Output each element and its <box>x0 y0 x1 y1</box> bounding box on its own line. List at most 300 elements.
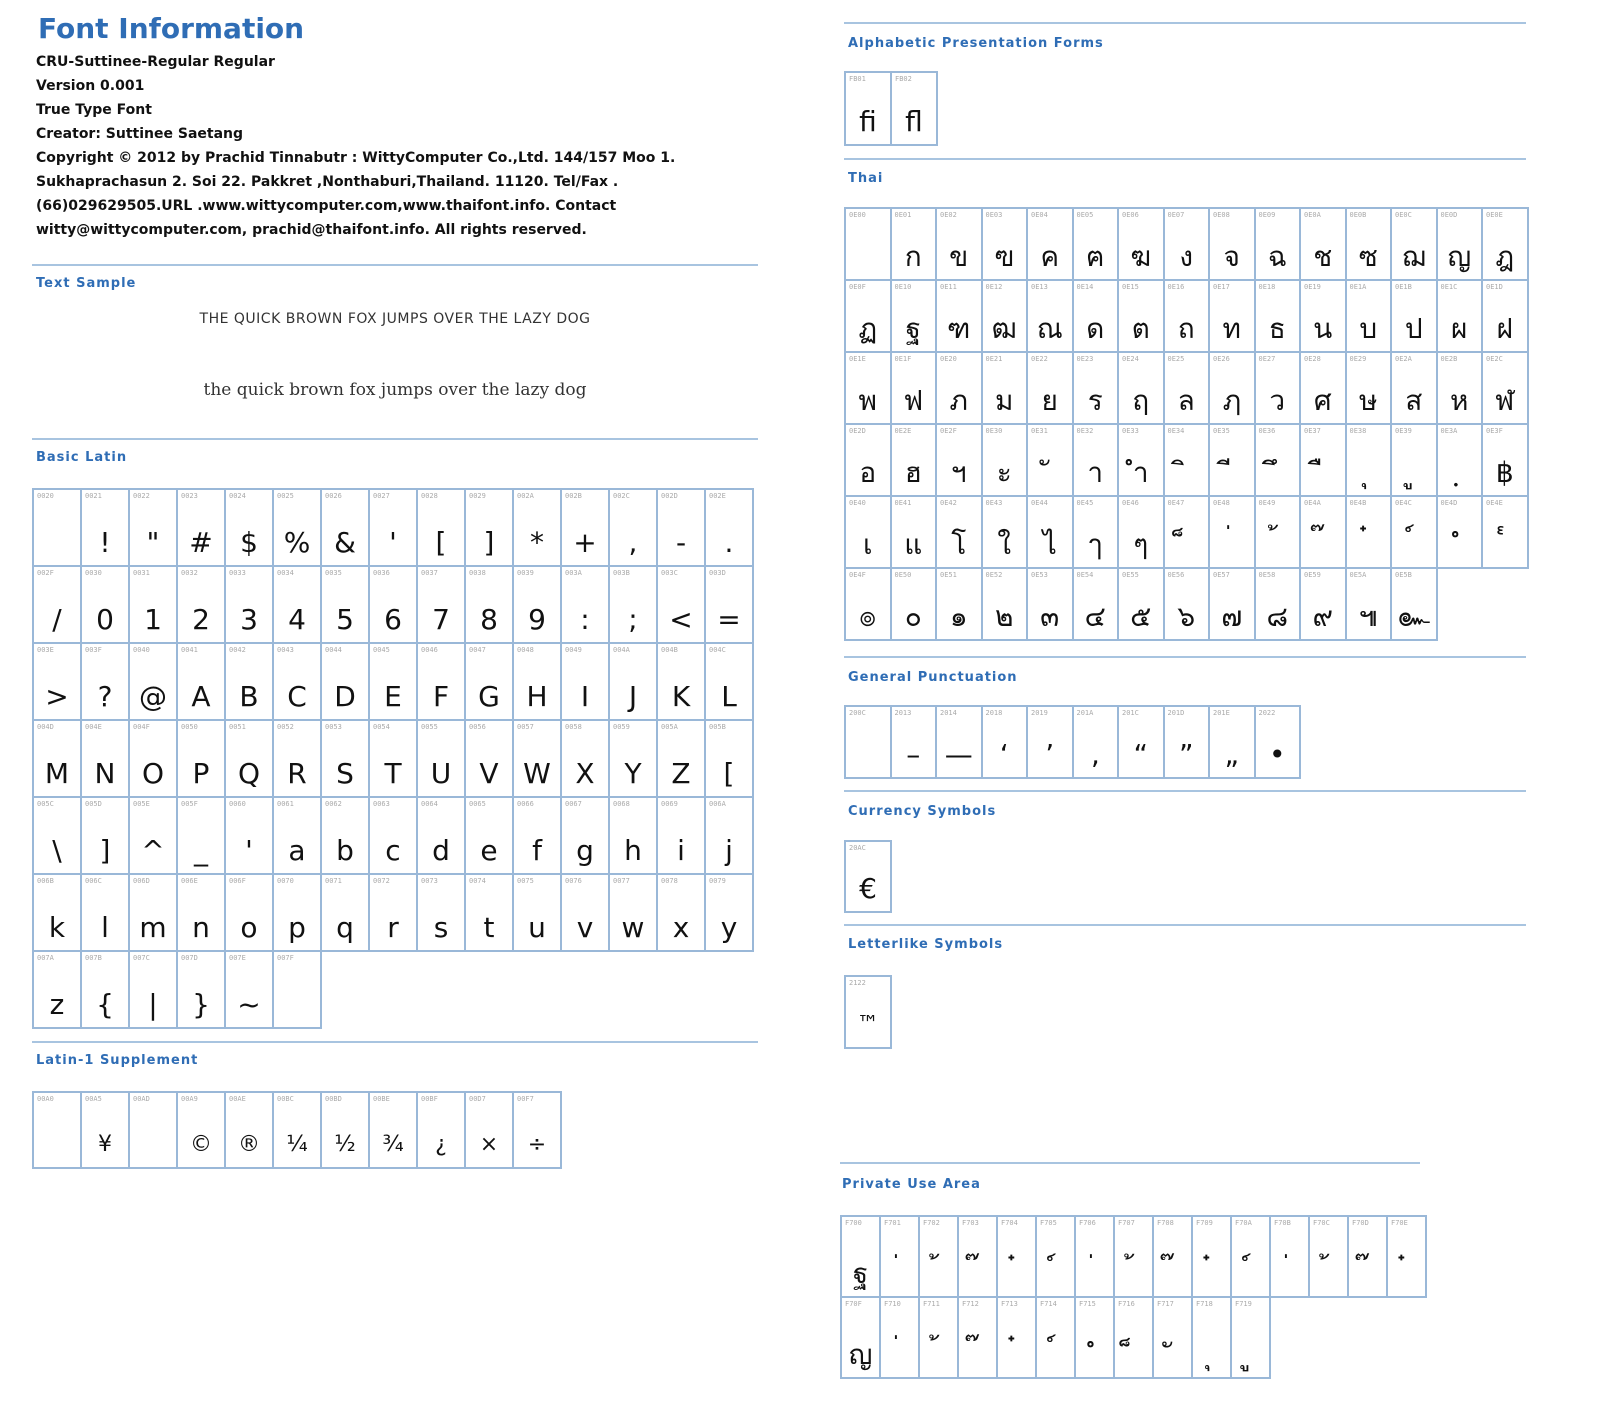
glyph-code: 0044 <box>325 646 342 654</box>
glyph-cell <box>34 644 82 721</box>
glyph-char: r <box>387 911 399 944</box>
glyph-char: I <box>580 680 590 713</box>
glyph-code: 0E59 <box>1304 571 1321 579</box>
glyph-char: ๕ <box>1130 600 1152 633</box>
glyph-char: ‘ <box>999 738 1009 771</box>
glyph-char: ญ <box>848 1338 873 1371</box>
glyph-cell <box>1347 497 1393 569</box>
glyph-char: c <box>385 834 401 867</box>
glyph-cell <box>562 798 610 875</box>
glyph-code: 0E58 <box>1258 571 1276 579</box>
glyph-char: ล <box>1177 384 1195 417</box>
glyph-code: 003E <box>37 646 54 654</box>
glyph-char: ฑ <box>947 312 971 345</box>
glyph-code: 0E36 <box>1258 427 1276 435</box>
glyph-char: ” <box>1178 738 1194 771</box>
glyph-char: ๆ <box>1133 528 1149 561</box>
glyph-char: ๚ <box>1358 600 1378 633</box>
glyph-code: 0073 <box>421 877 438 885</box>
glyph-char: ' <box>245 834 253 867</box>
glyph-char: q <box>336 911 354 944</box>
glyph-code: 2014 <box>940 709 957 717</box>
glyph-char <box>1115 1339 1152 1371</box>
glyph-cell <box>466 875 514 952</box>
section-title-alpha-pres: Alphabetic Presentation Forms <box>848 36 1104 51</box>
glyph-code: 0E1F <box>894 355 912 363</box>
glyph-cell <box>178 644 226 721</box>
glyph-cell <box>983 707 1029 779</box>
glyph-code: 0066 <box>517 800 534 808</box>
glyph-cell <box>82 952 130 1029</box>
glyph-cell <box>1392 353 1438 425</box>
glyph-code: 0038 <box>469 569 486 577</box>
glyph-char: ฦ <box>1222 384 1241 417</box>
glyph-code: 0037 <box>421 569 438 577</box>
glyph-char: A <box>191 680 211 713</box>
glyph-code: 0E4E <box>1486 499 1503 507</box>
glyph-cell <box>1256 569 1302 641</box>
glyph-cell <box>370 721 418 798</box>
glyph-cell <box>658 644 706 721</box>
glyph-code: 0032 <box>181 569 198 577</box>
glyph-char: ๓ <box>1040 600 1060 633</box>
glyph-code: 0E4B <box>1349 499 1367 507</box>
glyph-cell <box>130 1093 178 1169</box>
glyph-cell <box>322 798 370 875</box>
glyph-code: 007C <box>133 954 150 962</box>
glyph-char: 1 <box>144 603 162 636</box>
glyph-cell <box>1301 281 1347 353</box>
glyph-char: ‚ <box>1090 738 1100 771</box>
glyph-char: S <box>336 757 354 790</box>
glyph-code: 007A <box>37 954 54 962</box>
glyph-code: 00A5 <box>85 1095 102 1103</box>
glyph-cell <box>514 490 562 567</box>
glyph-cell <box>1115 1217 1154 1298</box>
glyph-char: , <box>628 526 638 559</box>
glyph-code: 0E16 <box>1167 283 1185 291</box>
glyph-cell <box>1256 353 1302 425</box>
glyph-char: ข <box>949 240 969 273</box>
glyph-code: 0E1B <box>1395 283 1412 291</box>
glyph-char: แ <box>904 528 923 561</box>
glyph-char: B <box>239 680 259 713</box>
glyph-char: บ <box>1359 312 1378 345</box>
glyph-code: F70D <box>1352 1219 1369 1227</box>
glyph-char: H <box>526 680 548 713</box>
glyph-char: Q <box>237 757 261 790</box>
glyph-code: 200C <box>849 709 866 717</box>
glyph-char: } <box>192 988 210 1021</box>
glyph-char: า <box>1087 456 1104 489</box>
glyph-char: k <box>48 911 66 944</box>
glyph-code: 0046 <box>421 646 438 654</box>
glyph-cell <box>881 1298 920 1379</box>
glyph-cell <box>1119 497 1165 569</box>
glyph-cell <box>466 567 514 644</box>
glyph-cell <box>322 644 370 721</box>
glyph-code: 0026 <box>325 492 342 500</box>
glyph-code: 0070 <box>277 877 294 885</box>
font-info <box>36 50 756 242</box>
glyph-cell <box>983 281 1029 353</box>
glyph-code: 0E06 <box>1122 211 1139 219</box>
glyph-char: ๖ <box>1177 600 1196 633</box>
glyph-code: 0E0A <box>1304 211 1321 219</box>
glyph-char: ฐ <box>905 312 921 345</box>
glyph-cell <box>514 644 562 721</box>
glyph-code: 006B <box>37 877 54 885</box>
glyph-code: 00BE <box>373 1095 390 1103</box>
glyph-code: 007F <box>277 954 294 962</box>
glyph-code: 0074 <box>469 877 486 885</box>
glyph-code: 0E45 <box>1076 499 1094 507</box>
glyph-cell <box>846 497 892 569</box>
glyph-char <box>1392 457 1436 489</box>
glyph-char: M <box>44 757 70 790</box>
glyph-char: ๗ <box>1221 600 1243 633</box>
glyph-cell <box>1438 209 1484 281</box>
glyph-cell <box>1074 281 1120 353</box>
glyph-code: 0E3F <box>1486 427 1503 435</box>
glyph-code: 0058 <box>565 723 582 731</box>
glyph-code: 0E52 <box>985 571 1003 579</box>
glyph-code: 0043 <box>277 646 294 654</box>
glyph-cell <box>226 567 274 644</box>
glyph-code: 0E54 <box>1076 571 1094 579</box>
glyph-code: F716 <box>1118 1300 1135 1308</box>
glyph-char <box>1388 1258 1425 1290</box>
glyph-cell <box>466 1093 514 1169</box>
glyph-cell <box>274 952 322 1029</box>
glyph-char: : <box>580 603 590 636</box>
glyph-char: ๔ <box>1084 600 1106 633</box>
glyph-cell <box>34 567 82 644</box>
glyph-cell <box>562 721 610 798</box>
glyph-code: 0E14 <box>1076 283 1094 291</box>
glyph-code: 201A <box>1076 709 1094 717</box>
glyph-char: J <box>628 680 638 713</box>
glyph-code: 0040 <box>133 646 150 654</box>
glyph-code: 007D <box>181 954 198 962</box>
glyph-cell <box>1119 707 1165 779</box>
glyph-char: 9 <box>528 603 546 636</box>
glyph-char: v <box>576 911 594 944</box>
glyph-char: ฅ <box>1085 240 1105 273</box>
glyph-code: 0E46 <box>1122 499 1139 507</box>
glyph-code: 0E5A <box>1349 571 1367 579</box>
glyph-code: 0062 <box>325 800 342 808</box>
glyph-cell <box>920 1217 959 1298</box>
glyph-char: ค <box>1040 240 1060 273</box>
glyph-code: 0E32 <box>1076 427 1094 435</box>
glyph-char: F <box>432 680 450 713</box>
glyph-code: F70E <box>1391 1219 1408 1227</box>
glyph-char: . <box>724 526 734 559</box>
glyph-code: 0047 <box>469 646 486 654</box>
glyph-char <box>1028 457 1072 489</box>
glyph-cell <box>82 875 130 952</box>
glyph-cell <box>1165 497 1211 569</box>
glyph-code: 0E38 <box>1349 427 1367 435</box>
glyph-cell <box>1256 281 1302 353</box>
glyph-code: 0E44 <box>1031 499 1048 507</box>
glyph-char: T <box>384 757 402 790</box>
glyph-code: F706 <box>1079 1219 1096 1227</box>
glyph-cell <box>937 497 983 569</box>
glyph-cell <box>1074 209 1120 281</box>
glyph-cell <box>130 567 178 644</box>
glyph-code: F705 <box>1040 1219 1057 1227</box>
glyph-cell <box>610 875 658 952</box>
glyph-char: s <box>433 911 449 944</box>
glyph-code: F704 <box>1001 1219 1018 1227</box>
glyph-char: ฬ <box>1495 384 1515 417</box>
glyph-code: 006E <box>181 877 198 885</box>
glyph-char <box>1165 457 1209 489</box>
glyph-cell <box>983 497 1029 569</box>
glyph-cell <box>1165 281 1211 353</box>
glyph-cell <box>1438 353 1484 425</box>
glyph-code: 0E23 <box>1076 355 1094 363</box>
glyph-cell <box>846 425 892 497</box>
glyph-cell <box>881 1217 920 1298</box>
glyph-char: t <box>483 911 495 944</box>
currency-grid <box>844 840 892 913</box>
glyph-char: u <box>528 911 546 944</box>
glyph-code: 0E28 <box>1304 355 1321 363</box>
glyph-code: 0E0B <box>1349 211 1367 219</box>
glyph-cell <box>706 875 754 952</box>
glyph-char: ช <box>1313 240 1333 273</box>
glyph-code: 0053 <box>325 723 342 731</box>
glyph-code: 0E02 <box>940 211 957 219</box>
glyph-cell <box>370 567 418 644</box>
glyph-code: 0E22 <box>1031 355 1048 363</box>
glyph-char: ฝ <box>1496 312 1513 345</box>
glyph-code: 0E3A <box>1440 427 1458 435</box>
glyph-cell <box>1347 209 1393 281</box>
glyph-cell <box>418 490 466 567</box>
glyph-char: ๅ <box>1088 528 1103 561</box>
font-version: Version 0.001 <box>36 78 145 94</box>
glyph-code: 0E24 <box>1122 355 1139 363</box>
glyph-code: 0E49 <box>1258 499 1276 507</box>
glyph-cell <box>1165 353 1211 425</box>
glyph-char: ว <box>1269 384 1286 417</box>
glyph-code: 002E <box>709 492 726 500</box>
glyph-code: 0E07 <box>1167 211 1185 219</box>
glyph-cell <box>562 567 610 644</box>
glyph-char: { <box>96 988 114 1021</box>
glyph-cell <box>322 490 370 567</box>
glyph-char: [ <box>723 757 735 790</box>
pua-grid <box>840 1215 1427 1379</box>
glyph-char <box>1301 457 1345 489</box>
glyph-code: F711 <box>923 1300 940 1308</box>
glyph-cell <box>82 490 130 567</box>
font-type: True Type Font <box>36 102 152 118</box>
glyph-code: 006C <box>85 877 102 885</box>
glyph-char: — <box>944 738 973 771</box>
glyph-char: ฮ <box>904 456 922 489</box>
glyph-cell <box>892 707 938 779</box>
divider <box>844 924 1526 926</box>
glyph-cell <box>937 209 983 281</box>
glyph-code: 00F7 <box>517 1095 534 1103</box>
glyph-cell <box>514 567 562 644</box>
glyph-cell <box>1392 209 1438 281</box>
glyph-cell <box>1074 707 1120 779</box>
page-title: Font Information <box>38 12 305 45</box>
gen-punct-grid <box>844 705 1301 779</box>
glyph-char: ม <box>995 384 1014 417</box>
glyph-cell <box>1347 281 1393 353</box>
glyph-cell <box>1349 1217 1388 1298</box>
glyph-code: 0067 <box>565 800 582 808</box>
glyph-char: f <box>532 834 542 867</box>
glyph-cell <box>846 281 892 353</box>
glyph-code: 0E48 <box>1213 499 1230 507</box>
glyph-code: 0020 <box>37 492 54 500</box>
glyph-code: 0E31 <box>1031 427 1048 435</box>
glyph-cell <box>1074 569 1120 641</box>
glyph-cell <box>82 644 130 721</box>
glyph-cell <box>846 73 892 146</box>
glyph-char: ง <box>1179 240 1194 273</box>
glyph-cell <box>658 567 706 644</box>
glyph-cell <box>226 798 274 875</box>
glyph-char: พ <box>858 384 877 417</box>
glyph-cell <box>1256 425 1302 497</box>
glyph-code: F709 <box>1196 1219 1213 1227</box>
glyph-char: ฉ <box>1267 240 1287 273</box>
glyph-cell <box>34 952 82 1029</box>
glyph-char: Z <box>671 757 691 790</box>
glyph-char: # <box>189 526 213 559</box>
glyph-char <box>1438 529 1482 561</box>
glyph-cell <box>983 353 1029 425</box>
glyph-code: 20AC <box>849 844 866 852</box>
glyph-code: 0069 <box>661 800 678 808</box>
glyph-code: 003B <box>613 569 630 577</box>
glyph-cell <box>658 721 706 798</box>
glyph-char: X <box>575 757 595 790</box>
glyph-code: 0E20 <box>940 355 957 363</box>
glyph-code: 0E57 <box>1213 571 1230 579</box>
glyph-char: ต <box>1131 312 1150 345</box>
glyph-cell <box>1483 353 1529 425</box>
glyph-char <box>1392 529 1436 561</box>
glyph-code: 0031 <box>133 569 150 577</box>
glyph-char <box>1232 1339 1269 1371</box>
glyph-code: 0025 <box>277 492 294 500</box>
text-sample-lower: the quick brown fox jumps over the lazy dog <box>203 380 587 400</box>
glyph-code: 00BC <box>277 1095 294 1103</box>
glyph-cell <box>274 644 322 721</box>
glyph-cell <box>466 490 514 567</box>
glyph-cell <box>274 567 322 644</box>
glyph-cell <box>130 490 178 567</box>
glyph-cell <box>846 353 892 425</box>
text-sample-upper: THE QUICK BROWN FOX JUMPS OVER THE LAZY DOG <box>199 311 591 327</box>
glyph-code: F708 <box>1157 1219 1174 1227</box>
glyph-code: 0E2C <box>1486 355 1503 363</box>
glyph-cell <box>1037 1298 1076 1379</box>
glyph-char <box>1483 529 1527 561</box>
glyph-code: 0041 <box>181 646 198 654</box>
glyph-cell <box>178 490 226 567</box>
glyph-code: F715 <box>1079 1300 1096 1308</box>
section-title-gen-punct: General Punctuation <box>848 670 1018 685</box>
glyph-char: e <box>480 834 498 867</box>
glyph-cell <box>1392 425 1438 497</box>
glyph-cell <box>937 707 983 779</box>
glyph-code: 0076 <box>565 877 582 885</box>
glyph-code: 0E5B <box>1395 571 1412 579</box>
glyph-char: อ <box>859 456 877 489</box>
glyph-char: x <box>672 911 690 944</box>
glyph-char: > <box>45 680 69 713</box>
letterlike-grid <box>844 975 892 1049</box>
glyph-char <box>1347 457 1391 489</box>
glyph-code: F713 <box>1001 1300 1018 1308</box>
glyph-cell <box>920 1298 959 1379</box>
glyph-char <box>998 1258 1035 1290</box>
glyph-code: 0E0D <box>1440 211 1458 219</box>
glyph-char: W <box>523 757 551 790</box>
glyph-cell <box>892 569 938 641</box>
glyph-cell <box>1301 425 1347 497</box>
glyph-char <box>1349 1258 1386 1290</box>
glyph-code: 002C <box>613 492 630 500</box>
glyph-char: g <box>576 834 594 867</box>
glyph-code: 0E1A <box>1349 283 1367 291</box>
glyph-code: 0E09 <box>1258 211 1276 219</box>
glyph-cell <box>1074 425 1120 497</box>
glyph-char: น <box>1313 312 1333 345</box>
glyph-cell <box>1438 497 1484 569</box>
glyph-code: 0034 <box>277 569 294 577</box>
glyph-code: 2019 <box>1031 709 1048 717</box>
glyph-char: ษ <box>1359 384 1378 417</box>
glyph-code: 0E2A <box>1395 355 1412 363</box>
glyph-cell <box>178 567 226 644</box>
glyph-char: + <box>573 526 597 559</box>
glyph-code: 0E30 <box>985 427 1003 435</box>
glyph-code: 0E2E <box>894 427 912 435</box>
glyph-char: $ <box>240 526 258 559</box>
glyph-cell <box>937 353 983 425</box>
glyph-char: 5 <box>336 603 354 636</box>
glyph-code: F701 <box>884 1219 901 1227</box>
glyph-char: ๒ <box>995 600 1014 633</box>
glyph-char: ก <box>904 240 922 273</box>
glyph-cell <box>937 569 983 641</box>
glyph-code: 0E41 <box>894 499 912 507</box>
glyph-cell <box>226 1093 274 1169</box>
glyph-code: 0027 <box>373 492 390 500</box>
glyph-code: 0039 <box>517 569 534 577</box>
glyph-char: ห <box>1450 384 1469 417</box>
glyph-char <box>1193 1258 1230 1290</box>
glyph-char: " <box>146 526 160 559</box>
glyph-code: 0E51 <box>940 571 957 579</box>
glyph-code: 0023 <box>181 492 198 500</box>
glyph-cell <box>610 721 658 798</box>
glyph-code: 0068 <box>613 800 630 808</box>
glyph-cell <box>1154 1217 1193 1298</box>
